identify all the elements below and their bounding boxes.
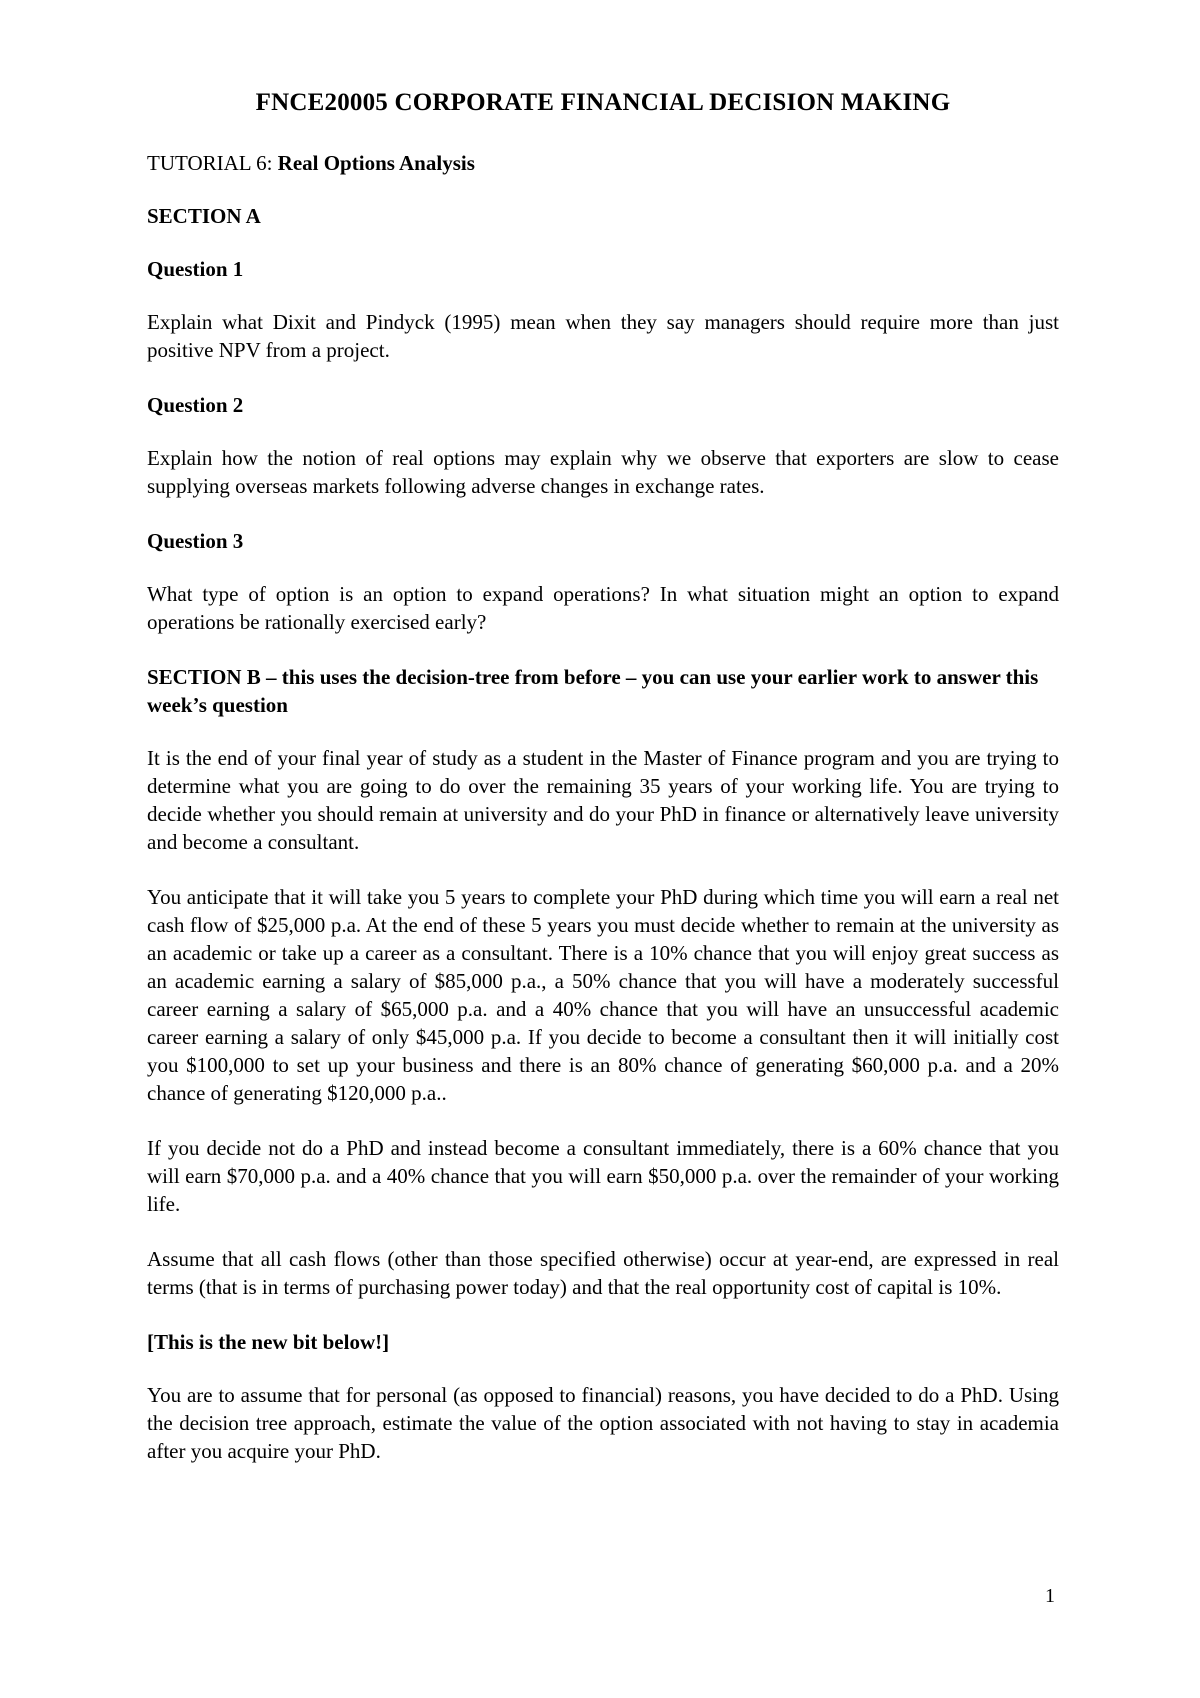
- section-b-heading: SECTION B – this uses the decision-tree from before – you can use your earlier work to answer this week’s question: [147, 665, 1039, 717]
- question-2-text: Explain how the notion of real options may explain why we observe that exporters are slow to cease supplying overseas markets following adverse changes in exchange rates.: [147, 446, 1059, 498]
- section-b-paragraph-2: You anticipate that it will take you 5 years to complete your PhD during which time you will earn a real net cash flow of $25,000 p.a. At the end of these 5 years you must decide whether to remain at the university as an academic or take up a career as a consultant. There is a 10% chance that you will enjoy great success as an academic earning a salary of $85,000 p.a., a 50% chance that you will have a moderately successful career earning a salary of $65,000 p.a. and a 40% chance that you will have an unsuccessful academic career earning a salary of only $45,000 p.a. If you decide to become a consultant then it will initially cost you $100,000 to set up your business and there is an 80% chance of generating $60,000 p.a. and a 20% chance of generating $120,000 p.a..: [147, 885, 1059, 1105]
- final-paragraph: You are to assume that for personal (as opposed to financial) reasons, you have decided to do a PhD. Using the decision tree approach, estimate the value of the option associated with not having to stay in academia after you acquire your PhD.: [147, 1383, 1059, 1463]
- tutorial-heading: [147, 149, 1059, 177]
- question-3-label: Question 3: [147, 529, 244, 553]
- question-1-text: Explain what Dixit and Pindyck (1995) mean when they say managers should require more than just positive NPV from a project.: [147, 310, 1059, 362]
- section-a-heading: SECTION A: [147, 204, 261, 228]
- question-2-label: Question 2: [147, 393, 244, 417]
- document-page: [147, 88, 1059, 1492]
- new-bit-heading: [This is the new bit below!]: [147, 1330, 390, 1354]
- question-1-label: Question 1: [147, 257, 244, 281]
- section-b-paragraph-1: It is the end of your final year of study as a student in the Master of Finance program and you are trying to determine what you are going to do over the remaining 35 years of your working life. You are trying to decide whether you should remain at university and do your PhD in finance or alternatively leave university and become a consultant.: [147, 746, 1059, 854]
- question-3-text: What type of option is an option to expand operations? In what situation might an option to expand operations be rationally exercised early?: [147, 582, 1059, 634]
- section-b-paragraph-4: Assume that all cash flows (other than those specified otherwise) occur at year-end, are expressed in real terms (that is in terms of purchasing power today) and that the real opportunity cost of capital is 10%.: [147, 1247, 1059, 1299]
- tutorial-number: TUTORIAL 6:: [147, 151, 278, 175]
- tutorial-topic: Real Options Analysis: [277, 151, 475, 175]
- page-number: 1: [1045, 1585, 1055, 1607]
- document-title: FNCE20005 CORPORATE FINANCIAL DECISION MAKING: [255, 89, 951, 116]
- section-b-paragraph-3: If you decide not do a PhD and instead become a consultant immediately, there is a 60% chance that you will earn $70,000 p.a. and a 40% chance that you will earn $50,000 p.a. over the remainder of your working life.: [147, 1136, 1059, 1216]
